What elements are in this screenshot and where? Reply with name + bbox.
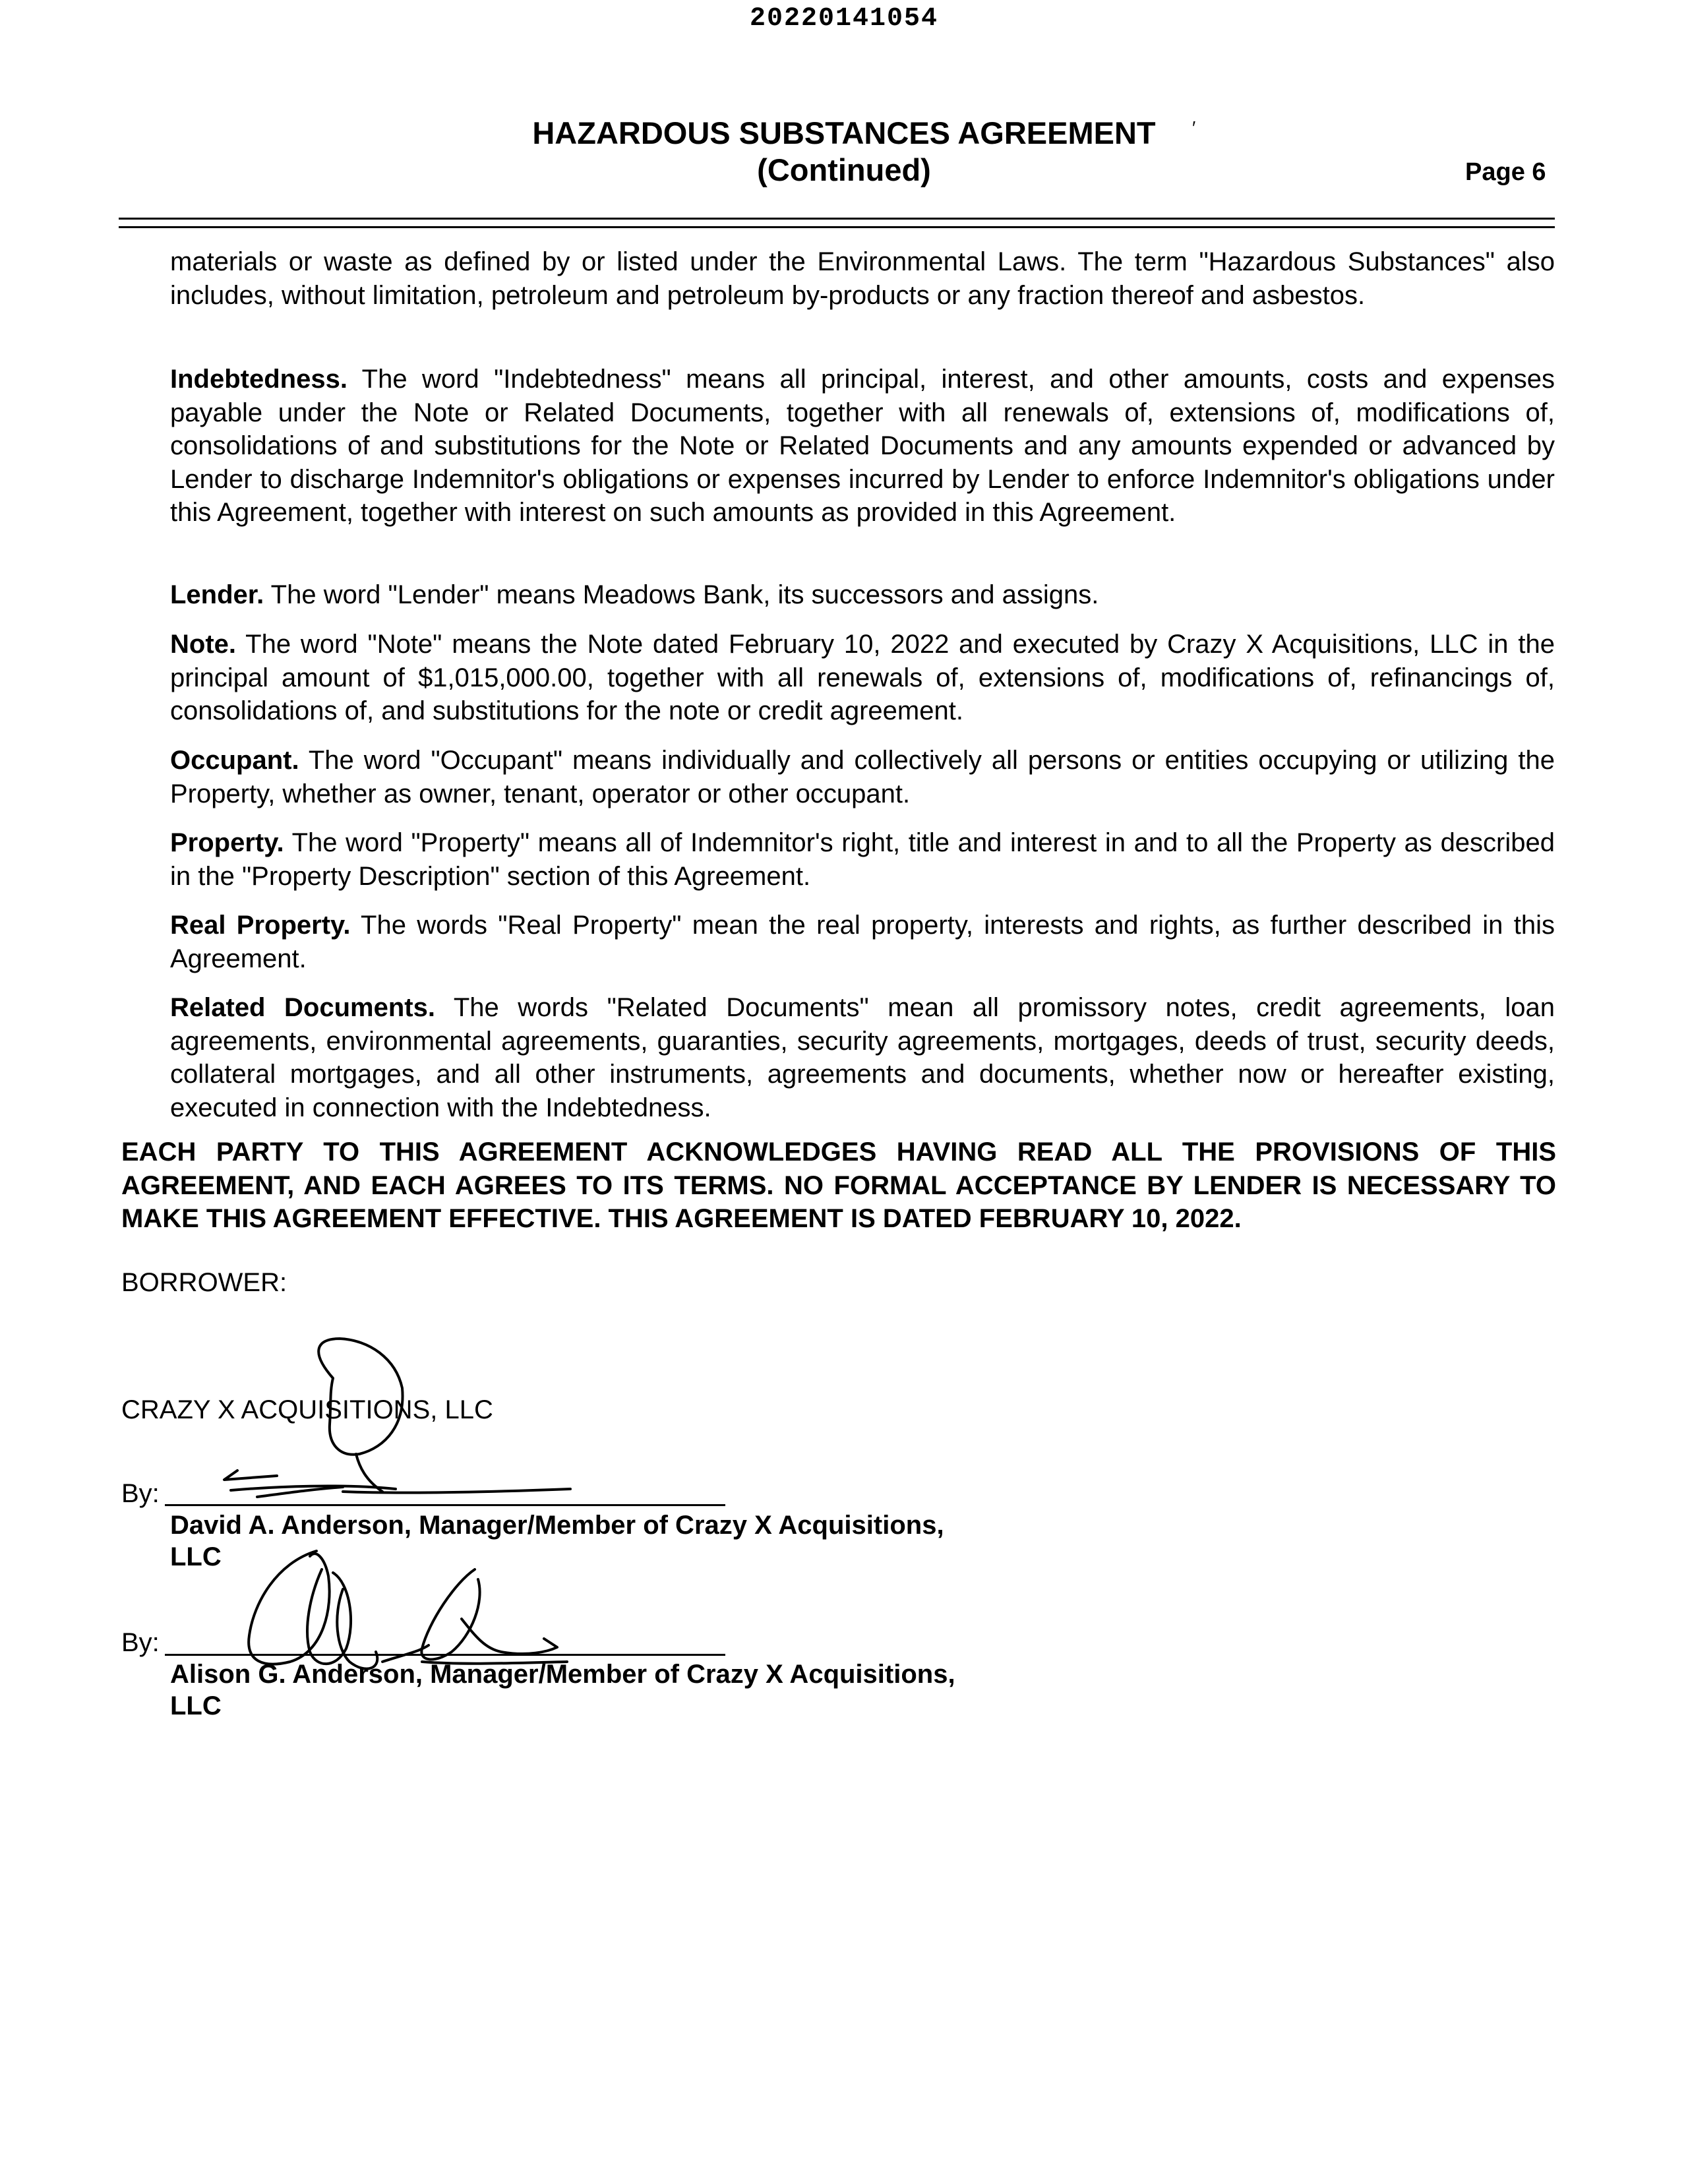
definition-text: The word "Property" means all of Indemnitor's right, title and interest in and to all the Property as described in the "Property Description" section of this Agreement. [170,828,1555,891]
definition-text: The words "Real Property" mean the real property, interests and rights, as further described in this Agreement. [170,911,1555,973]
document-title: HAZARDOUS SUBSTANCES AGREEMENT [532,115,1156,150]
definition-term: Indebtedness. [170,365,347,394]
definition-term: Lender. [170,580,264,609]
document-number: 20220141054 [749,4,939,34]
definition-continuation: materials or waste as defined by or listed under the Environmental Laws. The term "Hazardous Substances" also includes, without limitation, petroleum and petroleum by-products or any fraction thereof and asbestos. [170,247,1555,310]
stray-tick-mark: ′ [1192,117,1196,138]
acknowledgment-clause: EACH PARTY TO THIS AGREEMENT ACKNOWLEDGES HAVING READ ALL THE PROVISIONS OF THIS AGREEMENT, AND EACH AGREES TO ITS TERMS. NO FORMAL ACCEPTANCE BY LENDER IS NECESSARY TO MAKE THIS AGREEMENT EFFECTIVE. THIS AGREEMENT IS DATED FEBRUARY 10, 2022. [121,1138,1556,1233]
definition-term: Real Property. [170,911,351,940]
document-subtitle: (Continued) [757,152,931,187]
definition-term: Related Documents. [170,993,435,1022]
signer2-by-label: By: [121,1628,160,1657]
signer2-name: Alison G. Anderson, Manager/Member of Crazy X Acquisitions, [170,1660,955,1689]
entity-name: CRAZY X ACQUISITIONS, LLC [121,1395,493,1424]
definition-term: Note. [170,630,236,659]
signer1-name: David A. Anderson, Manager/Member of Crazy X Acquisitions, [170,1511,944,1540]
definition-term: Property. [170,828,284,857]
definition-text: The word "Note" means the Note dated February 10, 2022 and executed by Crazy X Acquisitions, LLC in the principal amount of $1,015,000.00, together with all renewals of, extensions of, modifications of, refinancings of, consolidations of, and substitutions for the note or credit agreement. [170,630,1555,725]
definition-text: The word "Indebtedness" means all principal, interest, and other amounts, costs and expenses payable under the Note or Related Documents, together with all renewals of, extensions of, modifications of, consolidations of and substitutions for the Note or Related Documents and any amounts expended or advanced by Lender to discharge Indemnitor's obligations or expenses incurred by Lender to enforce Indemnitor's obligations under this Agreement, together with interest on such amounts as provided in this Agreement. [170,365,1555,527]
signer2-name-suffix: LLC [170,1691,222,1720]
definition-text: The word "Occupant" means individually and collectively all persons or entities occupying or utilizing the Property, whether as owner, tenant, operator or other occupant. [170,746,1555,808]
borrower-label: BORROWER: [121,1268,287,1297]
signer1-name-suffix: LLC [170,1542,222,1571]
definition-text: The words "Related Documents" mean all promissory notes, credit agreements, loan agreements, environmental agreements, guaranties, security agreements, mortgages, deeds of trust, security deeds, collateral mortgages, and all other instruments, agreements and documents, whether now or hereafter existing, executed in connection with the Indebtedness. [170,993,1555,1122]
definition-text: The word "Lender" means Meadows Bank, its successors and assigns. [270,580,1099,609]
definition-term: Occupant. [170,746,299,775]
page-number: Page 6 [1465,158,1546,186]
signer1-by-label: By: [121,1479,160,1508]
